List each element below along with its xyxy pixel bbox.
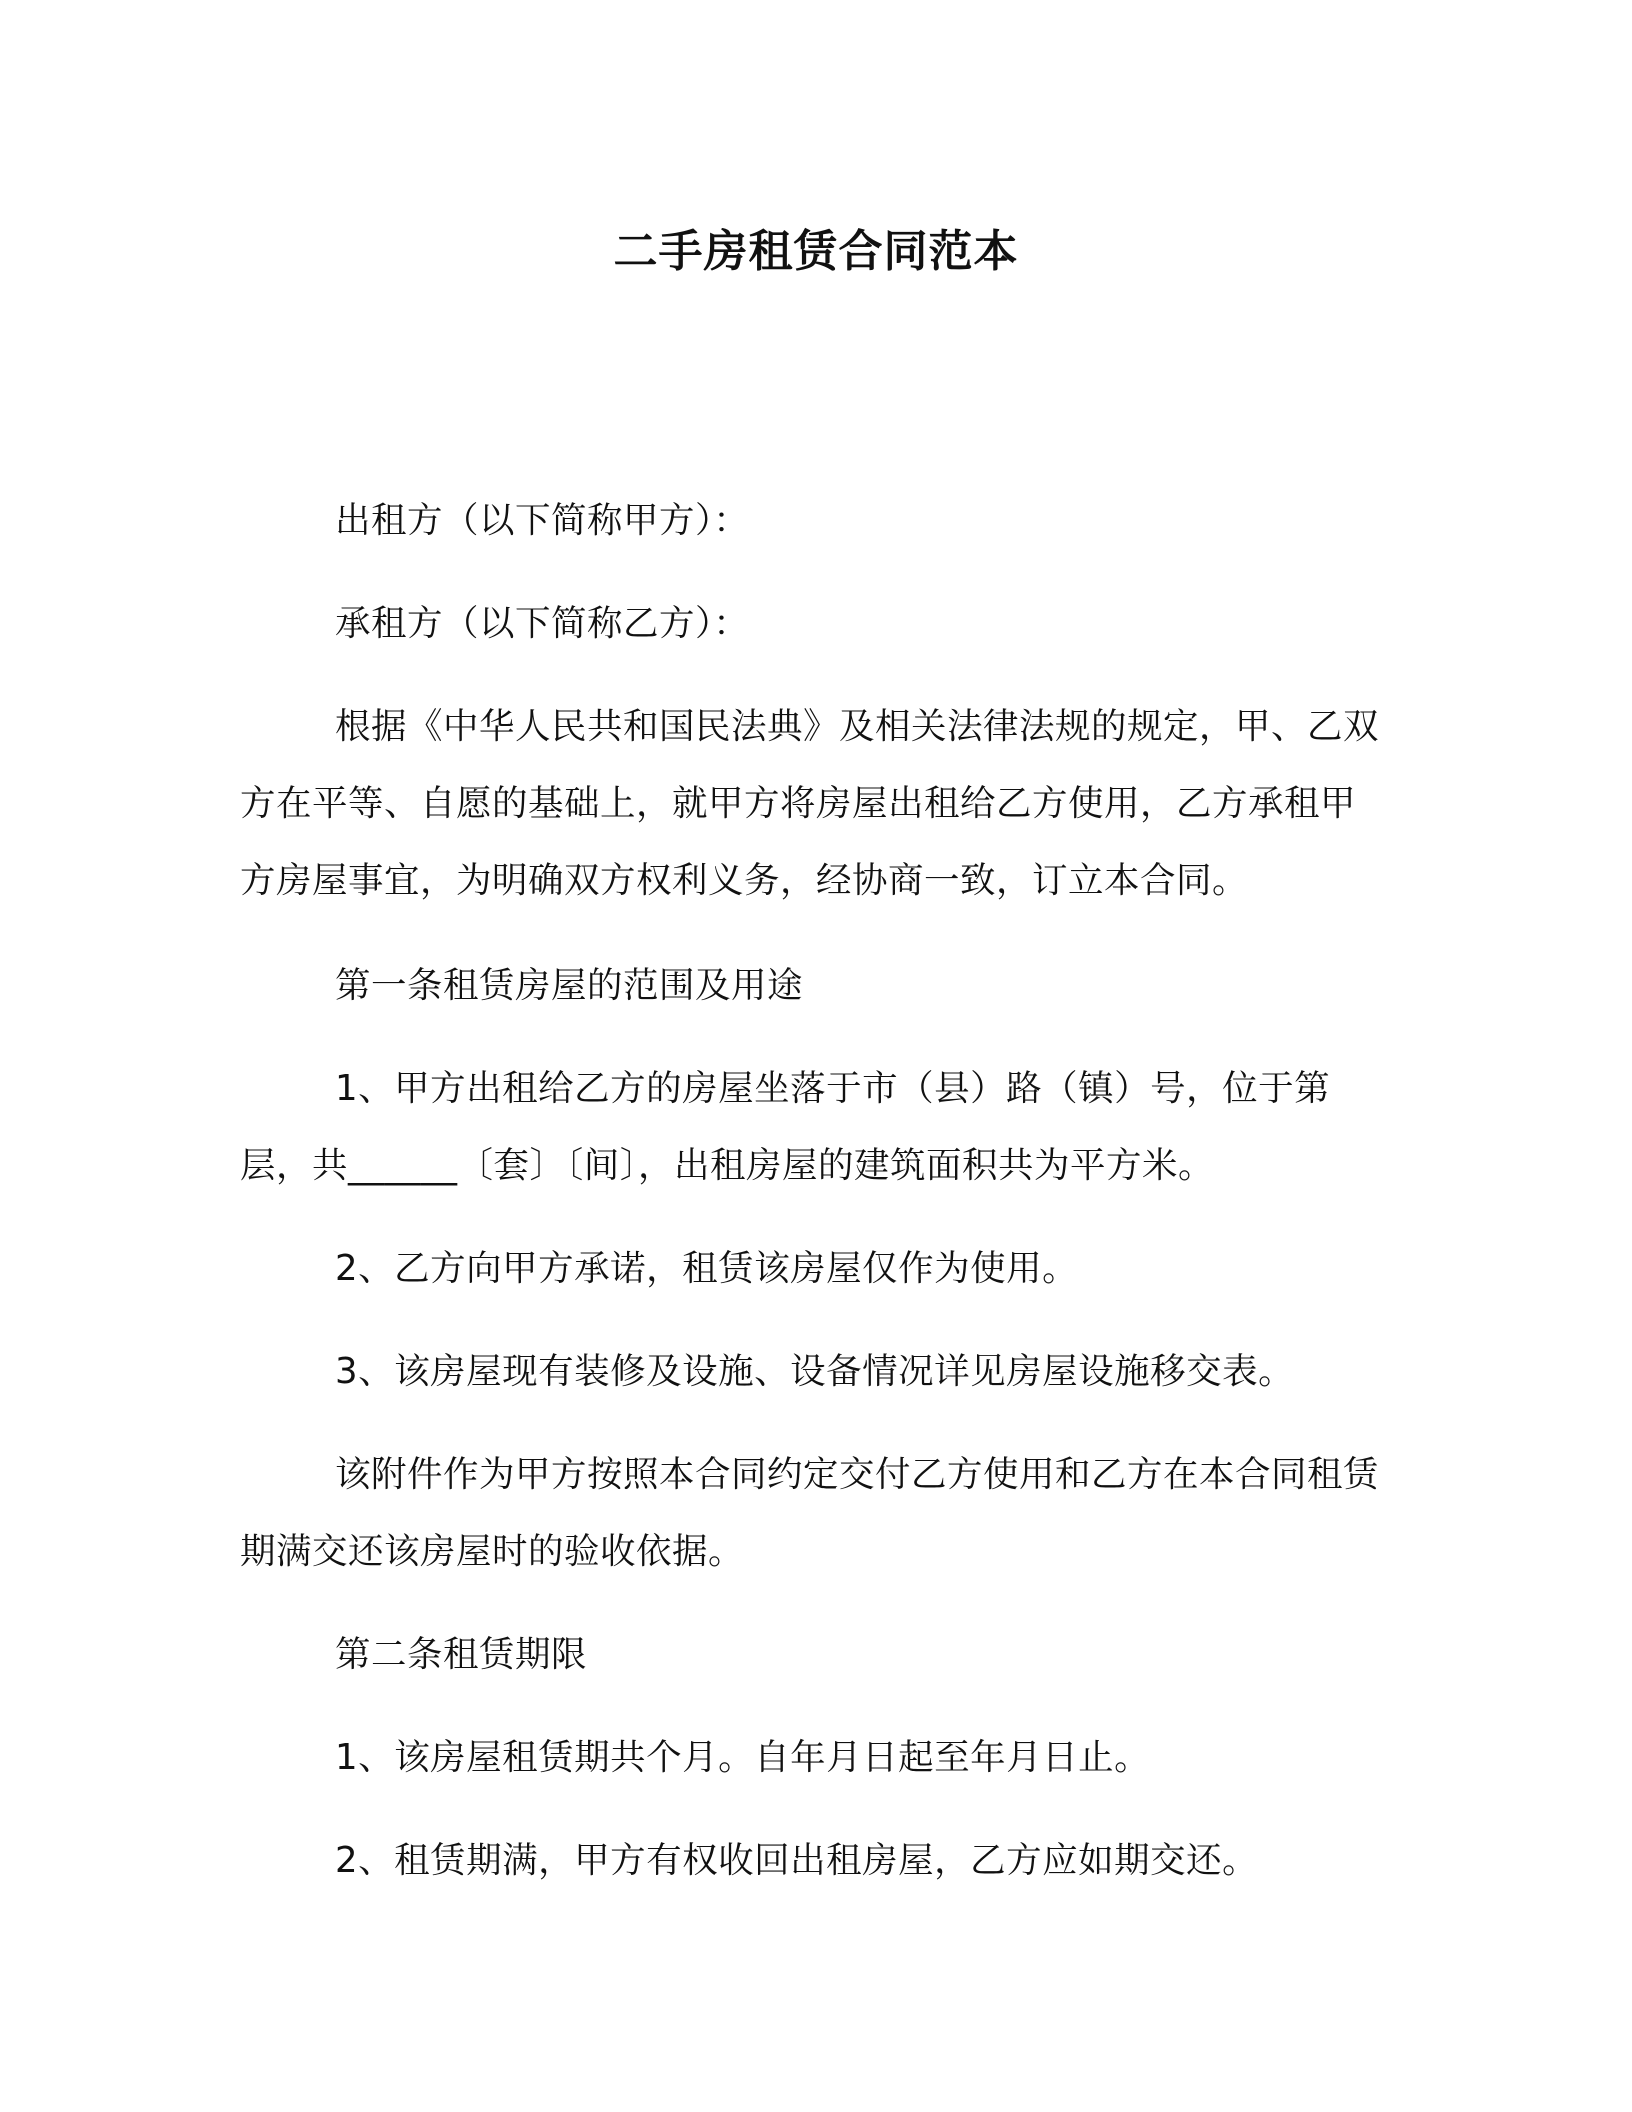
- document-title: 二手房租赁合同范本: [613, 226, 1019, 277]
- article-2-clause-2: 2、租赁期满，甲方有权收回出租房屋，乙方应如期交还。: [335, 1840, 1259, 1881]
- article-1-clause-2: 2、乙方向甲方承诺，租赁该房屋仅作为使用。: [335, 1248, 1079, 1289]
- attachment-note-paragraph: 该附件作为甲方按照本合同约定交付乙方使用和乙方在本合同租赁期满交还该房屋时的验收依据。: [240, 1454, 1380, 1572]
- article-2-clause-1: 1、该房屋租赁期共个月。自年月日起至年月日止。: [335, 1737, 1151, 1778]
- preamble-paragraph: 根据《中华人民共和国民法典》及相关法律法规的规定，甲、乙双方在平等、自愿的基础上，就甲方将房屋出租给乙方使用，乙方承租甲方房屋事宜，为明确双方权利义务，经协商一致，订立本合同。: [240, 706, 1380, 901]
- article-2-heading: 第二条租赁期限: [335, 1634, 588, 1675]
- lessee-line: 承租方（以下简称乙方）：: [335, 603, 750, 644]
- article-1-clause-1: 1、甲方出租给乙方的房屋坐落于市（县）路（镇）号，位于第层，共______〔套〕〔间〕，出租房屋的建筑面积共为平方米。: [240, 1068, 1331, 1186]
- lessor-line: 出租方（以下简称甲方）：: [335, 500, 750, 541]
- article-1-heading: 第一条租赁房屋的范围及用途: [335, 965, 804, 1006]
- article-1-clause-3: 3、该房屋现有装修及设施、设备情况详见房屋设施移交表。: [335, 1351, 1295, 1392]
